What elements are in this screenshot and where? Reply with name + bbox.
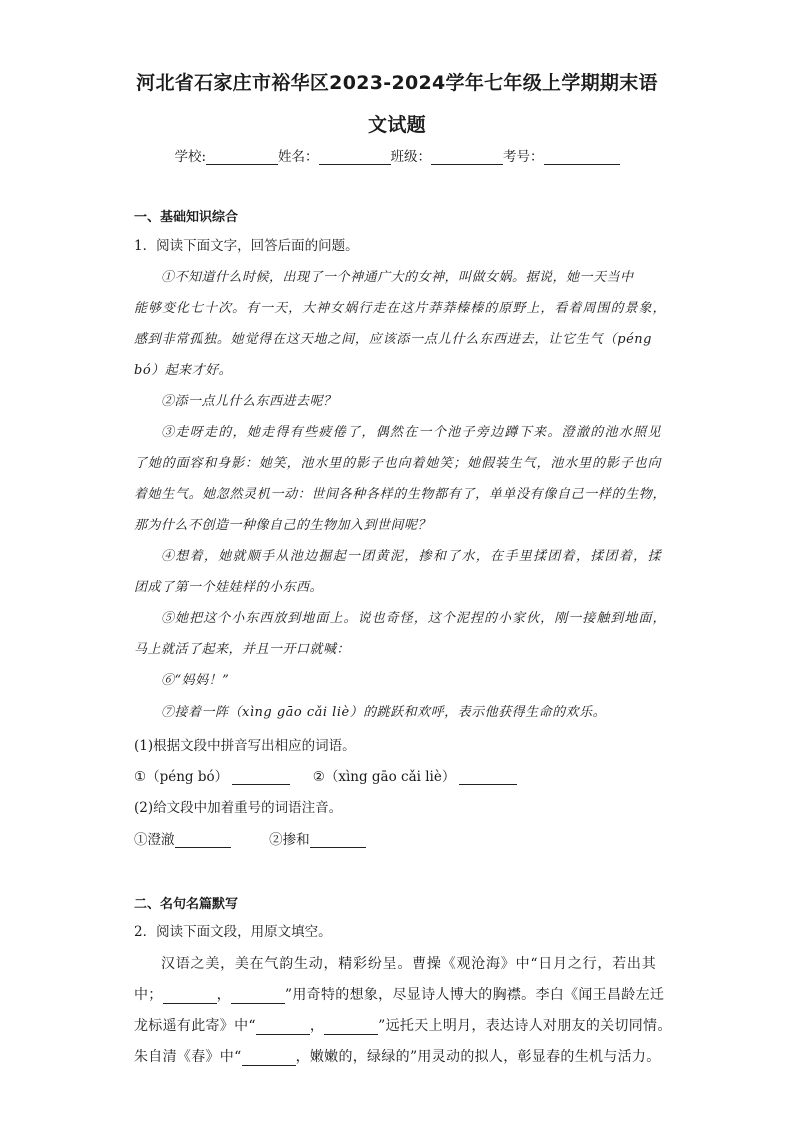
word-item-label: ①澄澈 bbox=[134, 832, 175, 848]
section-heading: 二、名句名篇默写 bbox=[134, 897, 239, 912]
answer-blank[interactable] bbox=[310, 833, 366, 848]
name-label: 姓名： bbox=[278, 149, 319, 165]
prose-text: ， bbox=[216, 987, 231, 1003]
prose-text: 中； bbox=[134, 987, 163, 1003]
answer-line-annotation bbox=[134, 828, 366, 848]
prose-line bbox=[134, 984, 664, 1004]
passage-line: 能够变化七十次。有一天，大神女娲行走在这片莽莽榛榛的原野上，看着周围的景象， bbox=[134, 301, 666, 316]
passage-line: ⑦接着一阵（xìng gāo cǎi liè）的跳跃和欢呼，表示他获得生命的欢乐。 bbox=[161, 705, 607, 720]
pinyin-item-label: ①（péng bó） bbox=[134, 769, 229, 785]
section-heading: 一、基础知识综合 bbox=[134, 210, 239, 225]
prose-text: ”远托天上明月，表达诗人对朋友的关切同情。 bbox=[378, 1018, 672, 1034]
passage-line: ④想着，她就顺手从池边掘起一团黄泥，掺和了水，在手里揉团着，揉团着，揉 bbox=[161, 549, 661, 564]
sub-question: (1)根据文段中拼音写出相应的词语。 bbox=[134, 738, 356, 754]
fill-blank[interactable] bbox=[256, 1020, 310, 1035]
prose-line: 汉语之美，美在气韵生动，精彩纷呈。曹操《观沧海》中“日月之行，若出其 bbox=[161, 956, 656, 972]
exam-number-blank[interactable] bbox=[544, 149, 620, 165]
prose-text: 朱自清《春》中“ bbox=[134, 1049, 242, 1065]
passage-line: 团成了第一个娃娃样的小东西。 bbox=[134, 580, 324, 595]
student-info-line bbox=[0, 145, 794, 165]
answer-blank[interactable] bbox=[175, 833, 231, 848]
fill-blank[interactable] bbox=[163, 989, 217, 1004]
passage-line: 那为什么不创造一种像自己的生物加入到世间呢？ bbox=[134, 518, 432, 533]
pinyin-item-label: ②（xìng gāo cǎi liè） bbox=[312, 769, 456, 785]
page-title: 河北省石家庄市裕华区2023-2024学年七年级上学期期末语 bbox=[136, 72, 658, 94]
passage-line: 感到非常孤独。她觉得在这天地之间，应该添一点儿什么东西进去，让它生气（péng bbox=[134, 332, 652, 347]
class-label: 班级： bbox=[390, 149, 432, 165]
class-blank[interactable] bbox=[431, 149, 503, 165]
school-blank[interactable] bbox=[206, 149, 278, 165]
answer-blank[interactable] bbox=[232, 770, 290, 785]
sub-question: (2)给文段中加着重号的词语注音。 bbox=[134, 800, 343, 816]
prose-text: ，嫩嫩的，绿绿的”用灵动的拟人，彰显春的生机与活力。 bbox=[295, 1049, 661, 1065]
passage-line: 马上就活了起来，并且一开口就喊： bbox=[134, 642, 351, 657]
question-stem: 1．阅读下面文字，回答后面的问题。 bbox=[134, 238, 359, 254]
fill-blank[interactable] bbox=[231, 989, 285, 1004]
answer-blank[interactable] bbox=[459, 770, 517, 785]
page-title-continued: 文试题 bbox=[368, 114, 426, 136]
passage-line: ②添一点儿什么东西进去呢？ bbox=[161, 394, 337, 409]
passage-line: 了她的面容和身影：她笑，池水里的影子也向着她笑；她假装生气，池水里的影子也向 bbox=[134, 456, 661, 471]
name-blank[interactable] bbox=[319, 149, 391, 165]
prose-text: ”用奇特的想象，尽显诗人博大的胸襟。李白《闻王昌龄左迁 bbox=[284, 987, 665, 1003]
fill-blank[interactable] bbox=[242, 1051, 296, 1066]
passage-line: ③走呀走的，她走得有些疲倦了，偶然在一个池子旁边蹲下来。澄澈的池水照见 bbox=[161, 425, 661, 440]
answer-line-pinyin bbox=[134, 765, 517, 785]
word-item-label: ②掺和 bbox=[269, 832, 310, 848]
prose-text: ， bbox=[309, 1018, 325, 1034]
prose-line bbox=[134, 1046, 661, 1066]
prose-text: 龙标遥有此寄》中“ bbox=[134, 1018, 256, 1034]
prose-line bbox=[134, 1015, 672, 1035]
school-label: 学校: bbox=[174, 149, 207, 165]
passage-line: ①不知道什么时候，出现了一个神通广大的女神，叫做女娲。据说，她一天当中 bbox=[161, 270, 634, 285]
exam-number-label: 考号： bbox=[503, 149, 544, 165]
passage-line: ⑤她把这个小东西放到地面上。说也奇怪，这个泥捏的小家伙，刚一接触到地面， bbox=[161, 611, 666, 626]
passage-line: 着她生气。她忽然灵机一动：世间各种各样的生物都有了，单单没有像自己一样的生物， bbox=[134, 487, 666, 502]
passage-line: bó）起来才好。 bbox=[134, 363, 233, 378]
question-stem: 2．阅读下面文段，用原文填空。 bbox=[134, 924, 332, 940]
passage-line: ⑥“妈妈！” bbox=[161, 673, 230, 688]
fill-blank[interactable] bbox=[324, 1020, 378, 1035]
